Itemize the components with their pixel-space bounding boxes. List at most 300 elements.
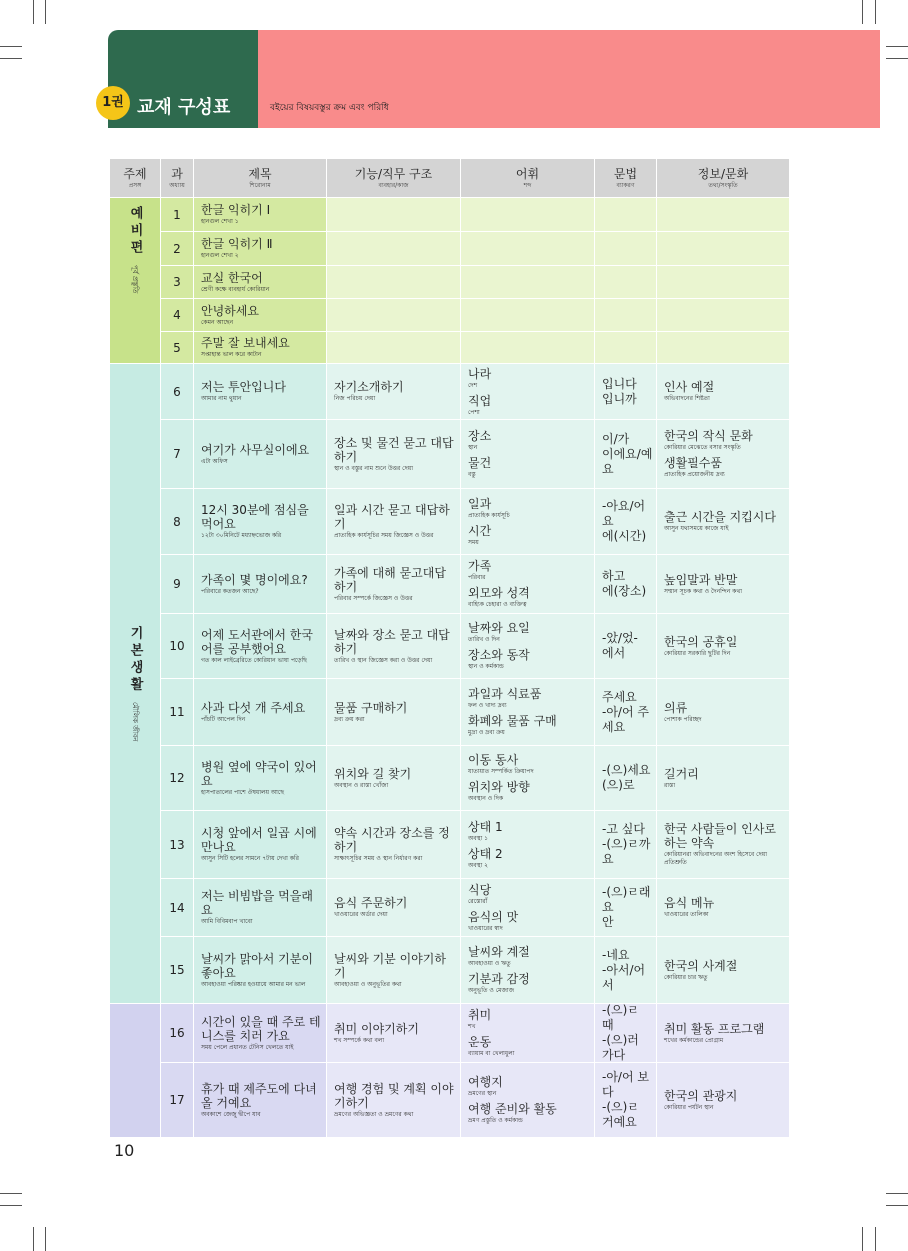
function-task-bengali: শখ সম্পর্কে কথা বলা	[334, 1036, 385, 1044]
function-task	[327, 1063, 461, 1138]
grammar	[595, 198, 657, 232]
vocabulary	[461, 489, 595, 555]
lesson-row	[161, 1004, 790, 1063]
table-body	[110, 198, 790, 1138]
function-task-bengali: ভ্রমণের অভিজ্ঞতা ও ভ্রমণের কথা	[334, 1110, 414, 1118]
section-rows	[161, 364, 790, 1004]
culture-info-bengali: শখের কর্মকান্ডের প্রোগ্রাম	[664, 1036, 724, 1044]
culture-info-korean: 인사 예절	[664, 380, 715, 394]
function-task-bengali: দ্রব্য ক্রয় করা	[334, 715, 365, 723]
lesson-number: 13	[161, 811, 194, 879]
vocabulary-bengali: বস্তু	[468, 471, 476, 478]
vocabulary-korean: 시간	[468, 523, 492, 538]
grammar-text: 에서	[602, 646, 626, 660]
grammar-text: -(으)ㄹ 때	[602, 1004, 639, 1032]
section-label-korean: 기본생활	[127, 625, 143, 694]
lesson-row	[161, 1063, 790, 1138]
lesson-title-bengali: এটা অফিস	[201, 457, 228, 465]
vocabulary-bengali: ভ্রমণ প্রস্তুতি ও কর্মকান্ড	[468, 1117, 523, 1124]
vocabulary-bengali: শখ	[468, 1023, 476, 1030]
lesson-row	[161, 489, 790, 555]
vocabulary-korean: 식당	[468, 882, 492, 897]
culture-info-korean: 생활필수품	[664, 456, 722, 470]
volume-badge: 1권	[96, 86, 130, 120]
page-subtitle-bengali: বইয়ের বিষয়বস্তুর ক্রম এবং পরিধি	[270, 103, 389, 113]
function-task	[327, 198, 461, 232]
vocabulary-bengali: দেশ	[468, 381, 478, 389]
header-lesson	[161, 159, 194, 198]
header-function	[327, 159, 461, 198]
culture-info	[657, 332, 790, 364]
function-task	[327, 1004, 461, 1063]
header-bengali: প্রসঙ্গ	[128, 181, 142, 189]
vocabulary-korean: 기분과 감정	[468, 972, 530, 986]
lesson-title-bengali: আবহাওয়া পরিষ্কার হওয়ায়ে আমার মন ভাল	[201, 980, 306, 988]
lesson-number: 14	[161, 879, 194, 937]
lesson-title-korean: 병원 옆에 약국이 있어요	[201, 759, 317, 788]
grammar-text: -(으)ㄹ래요	[602, 885, 651, 914]
grammar	[595, 811, 657, 879]
culture-info-korean: 한국의 작식 문화	[664, 429, 753, 443]
section-rows	[161, 1004, 790, 1138]
culture-info-bengali: কোরিয়ার চার ঋতু	[664, 973, 708, 981]
lesson-title-korean: 휴가 때 제주도에 다녀올 거예요	[201, 1081, 317, 1110]
culture-info	[657, 364, 790, 420]
culture-info-bengali: কোরিয়ার মেঝেতে বসার সংস্কৃতি	[664, 444, 741, 451]
grammar	[595, 1063, 657, 1138]
culture-info-bengali: অভিবাদনের শিষ্টতা	[664, 395, 710, 402]
culture-info-korean: 한국의 사계절	[664, 958, 738, 973]
crop-mark	[886, 46, 908, 47]
lesson-title-korean: 어제 도서관에서 한국어를 공부했어요	[201, 627, 313, 656]
vocabulary-korean: 위치와 방향	[468, 780, 530, 794]
culture-info-bengali: রাস্তা	[664, 781, 676, 789]
vocabulary	[461, 614, 595, 679]
lesson-row	[161, 364, 790, 420]
culture-info-bengali: কোরিয়ার পর্যটন স্থান	[664, 1103, 714, 1111]
function-task-bengali: তারিখ ও স্থান জিজ্ঞেস করা ও উত্তর দেয়া	[334, 656, 433, 664]
vocabulary-bengali: যাতায়াত সম্পর্কিত ক্রিয়াপদ	[468, 768, 534, 775]
header-korean: 문법	[613, 166, 638, 181]
lesson-title-korean: 시청 앞에서 일곱 시에 만나요	[201, 826, 317, 854]
lesson-title-korean: 사과 다섯 개 주세요	[201, 700, 306, 715]
crop-mark	[886, 58, 908, 59]
header-bengali: তথ্য/সংস্কৃতি	[708, 181, 738, 189]
culture-info-korean: 길거리	[664, 766, 699, 781]
lesson-title-bengali: কেমন আছেন	[201, 318, 234, 326]
lesson-number: 6	[161, 364, 194, 420]
vocabulary	[461, 937, 595, 1004]
lesson-title-bengali: পাঁচটি আপেল দিন	[201, 715, 246, 723]
vocabulary-korean: 운동	[468, 1035, 492, 1049]
vocabulary-bengali: অনুভূতি ও মেজাজ	[468, 987, 514, 994]
header-korean: 제목	[248, 166, 272, 181]
lesson-number: 7	[161, 420, 194, 489]
culture-info-bengali: পোশাক পরিচ্ছদ	[664, 715, 702, 723]
vocabulary	[461, 266, 595, 299]
vocabulary-korean: 나라	[468, 366, 492, 381]
function-task-korean: 날씨와 기분 이야기하기	[334, 951, 446, 980]
lesson-title-bengali: হানগুল শেখা ২	[201, 252, 239, 259]
vocabulary	[461, 420, 595, 489]
culture-info-bengali: কোরিয়ার সরকারি ছুটির দিন	[664, 649, 731, 657]
function-task-bengali: নিজ পরিচয় দেয়া	[334, 395, 376, 402]
crop-mark	[886, 1193, 908, 1194]
vocabulary-bengali: ব্যায়াম বা খেলাধুলা	[468, 1050, 515, 1057]
function-task-bengali: অবস্থান ও রাস্তা খোঁজা	[334, 781, 389, 789]
section-label-bengali: পূর্ব প্রস্তুতি	[131, 265, 139, 294]
lesson-title-bengali: ১২টা ৩০মিনিটে মধ্যাহ্নভোজ করি	[201, 532, 282, 539]
grammar-text: -고 싶다	[602, 822, 645, 836]
function-task-korean: 음식 주문하기	[334, 896, 408, 910]
lesson-title	[194, 364, 327, 420]
lesson-row	[161, 332, 790, 364]
culture-info	[657, 198, 790, 232]
grammar	[595, 266, 657, 299]
vocabulary-korean: 음식의 맛	[468, 909, 519, 924]
vocabulary-korean: 장소	[468, 429, 492, 443]
lesson-number: 3	[161, 266, 194, 299]
lesson-title	[194, 266, 327, 299]
lesson-title-bengali: সময় পেলে প্রধানত টেনিস খেলতে যাই	[201, 1043, 294, 1051]
vocabulary-korean: 가족	[468, 559, 492, 573]
function-task-korean: 장소 및 물건 묻고 대답하기	[334, 435, 454, 464]
vocabulary-bengali: খাওয়ারের স্বাদ	[468, 924, 503, 932]
culture-info	[657, 679, 790, 746]
function-task	[327, 232, 461, 266]
culture-info	[657, 299, 790, 332]
vocabulary-bengali: আবহাওয়া ও ঋতু	[468, 960, 511, 967]
lesson-number: 15	[161, 937, 194, 1004]
grammar-text: -(으)ㄹ까요	[602, 837, 651, 866]
header-culture	[657, 159, 790, 198]
section-label	[110, 198, 161, 364]
culture-info	[657, 614, 790, 679]
table-header-row	[110, 159, 790, 198]
lesson-row	[161, 198, 790, 232]
vocabulary-korean: 날씨와 계절	[468, 945, 530, 959]
function-task	[327, 555, 461, 614]
vocabulary-bengali: রেস্তোরাঁ	[468, 897, 488, 905]
lesson-title	[194, 198, 327, 232]
lesson-title-korean: 날씨가 맑아서 기분이 좋아요	[201, 951, 313, 980]
vocabulary	[461, 364, 595, 420]
vocabulary	[461, 1004, 595, 1063]
culture-info-korean: 한국의 공휴일	[664, 634, 738, 649]
lesson-number: 5	[161, 332, 194, 364]
lesson-title-korean: 한글 익히기 Ⅱ	[201, 237, 273, 251]
grammar	[595, 332, 657, 364]
vocabulary-korean: 상태 2	[468, 846, 503, 861]
header-topic	[110, 159, 161, 198]
grammar-text: 입니다	[602, 376, 637, 391]
culture-info	[657, 937, 790, 1004]
grammar-text: -(으)러 가다	[602, 1033, 639, 1062]
function-task	[327, 266, 461, 299]
culture-info	[657, 232, 790, 266]
function-task-bengali: প্রাত্যহিক কার্যসূচির সময় জিজ্ঞেস ও উত্তর	[334, 532, 434, 539]
grammar	[595, 232, 657, 266]
function-task	[327, 332, 461, 364]
section-2	[110, 364, 790, 1004]
lesson-number: 16	[161, 1004, 194, 1063]
grammar	[595, 937, 657, 1004]
grammar	[595, 746, 657, 811]
vocabulary-bengali: প্রাত্যহিক কার্যসূচি	[468, 511, 510, 519]
lesson-title-korean: 시간이 있을 때 주로 테니스를 치러 가요	[201, 1014, 321, 1043]
lesson-title-bengali: অবকাশে জেজু দ্বীপে যাব	[201, 1110, 261, 1118]
vocabulary-bengali: মুদ্রা ও দ্রব্য ক্রয়	[468, 729, 505, 736]
vocabulary-bengali: অবস্থান ও দিক	[468, 795, 504, 802]
vocabulary-bengali: অবস্থা ২	[468, 861, 489, 869]
section-1	[110, 198, 790, 364]
lesson-number: 1	[161, 198, 194, 232]
lesson-row	[161, 879, 790, 937]
vocabulary	[461, 879, 595, 937]
vocabulary	[461, 232, 595, 266]
grammar	[595, 879, 657, 937]
lesson-title-korean: 12시 30분에 점심을 먹어요	[201, 503, 309, 531]
header-grammar	[595, 159, 657, 198]
lesson-row	[161, 811, 790, 879]
vocabulary-korean: 날짜와 요일	[468, 621, 530, 635]
crop-mark	[862, 0, 863, 24]
grammar-text: -아/어 주세요	[602, 704, 649, 734]
grammar	[595, 1004, 657, 1063]
vocabulary	[461, 299, 595, 332]
header-bengali: শিরোনাম	[249, 181, 271, 189]
vocabulary	[461, 198, 595, 232]
crop-mark	[0, 1193, 22, 1194]
culture-info	[657, 1004, 790, 1063]
grammar	[595, 679, 657, 746]
vocabulary	[461, 811, 595, 879]
function-task-bengali: স্থান ও বস্তুর নাম শুনে উত্তর দেয়া	[334, 464, 414, 472]
grammar-text: -(으)세요	[602, 763, 651, 777]
function-task-korean: 물품 구매하기	[334, 700, 408, 715]
function-task-korean: 일과 시간 묻고 대답하기	[334, 503, 450, 531]
function-task	[327, 811, 461, 879]
function-task-bengali: সাক্ষাৎসূচির সময় ও স্থান নির্ধারণ করা	[334, 855, 423, 862]
grammar-text: 주세요	[602, 689, 637, 704]
header-vocabulary	[461, 159, 595, 198]
page-title: 교재 구성표	[137, 97, 231, 118]
header-bengali: ব্যবহার/কাজ	[378, 181, 409, 189]
lesson-title	[194, 879, 327, 937]
lesson-title-korean: 한글 익히기 Ⅰ	[201, 203, 271, 217]
grammar-text: -아서/어서	[602, 962, 646, 992]
lesson-row	[161, 299, 790, 332]
lesson-number: 17	[161, 1063, 194, 1138]
lesson-title-bengali: আমি বিবিমবাপ খাবো	[201, 918, 253, 925]
grammar-text: -네요	[602, 947, 630, 962]
culture-info-bengali: আসুন যথাসময়ে কাজে যাই	[664, 525, 729, 532]
grammar-text: 이에요/예요	[602, 446, 653, 476]
grammar-text: 안	[602, 915, 614, 929]
culture-info-korean: 한국의 관광지	[664, 1088, 738, 1103]
function-task-korean: 날짜와 장소 묻고 대답하기	[334, 627, 450, 656]
header-bengali: অধ্যায়	[169, 181, 185, 189]
lesson-title-bengali: পরিবারে কতজন আছে?	[201, 587, 259, 595]
header-korean: 정보/문화	[697, 166, 749, 181]
culture-info	[657, 879, 790, 937]
section-label-bengali: মৌলিক জীবন	[131, 701, 139, 742]
lesson-title-korean: 안녕하세요	[201, 303, 259, 318]
lesson-title	[194, 1063, 327, 1138]
culture-info-korean: 한국 사람들이 인사로 하는 약속	[664, 822, 776, 850]
lesson-title	[194, 1004, 327, 1063]
grammar	[595, 614, 657, 679]
grammar	[595, 364, 657, 420]
crop-mark	[0, 58, 22, 59]
vocabulary-bengali: বাহ্যিক চেহারা ও ব্যক্তিত্ব	[468, 601, 527, 608]
header-korean: 과	[171, 166, 183, 181]
function-task	[327, 679, 461, 746]
lesson-title-korean: 주말 잘 보내세요	[201, 336, 290, 350]
contents-table	[110, 159, 790, 1138]
vocabulary-korean: 장소와 동작	[468, 648, 530, 662]
vocabulary-korean: 직업	[468, 393, 492, 408]
function-task	[327, 299, 461, 332]
culture-info-korean: 높임말과 반말	[664, 572, 738, 587]
lesson-title-bengali: শ্রেণী কক্ষে ব্যবহার্য কোরিয়ান	[201, 285, 270, 293]
lesson-title	[194, 299, 327, 332]
vocabulary-korean: 여행지	[468, 1075, 503, 1089]
vocabulary-korean: 일과	[468, 496, 492, 511]
lesson-title-korean: 가족이 몇 명이에요?	[201, 572, 308, 587]
vocabulary-bengali: অবস্থা ১	[468, 834, 489, 842]
lesson-title-bengali: আসুন সিটি হলের সামনে ৭টায় দেখা করি	[201, 855, 299, 862]
lesson-title-korean: 저는 투안입니다	[201, 380, 286, 394]
lesson-title-bengali: সপ্তাহান্ত ভাল করে কাটান	[201, 351, 262, 358]
grammar-text: 입니까	[602, 391, 637, 406]
crop-mark	[875, 1227, 876, 1251]
crop-mark	[45, 0, 46, 24]
lesson-title	[194, 746, 327, 811]
vocabulary-bengali: সময়	[468, 538, 479, 546]
lesson-title	[194, 614, 327, 679]
culture-info	[657, 1063, 790, 1138]
header-bengali: ব্যাকরণ	[616, 181, 635, 189]
header-korean: 어휘	[515, 166, 540, 181]
function-task-bengali: খাওয়ারের অর্ডার দেয়া	[334, 911, 388, 918]
lesson-row	[161, 614, 790, 679]
lesson-title-bengali: হানগুল শেখা ১	[201, 218, 239, 225]
vocabulary-bengali: স্থান ও কর্মকান্ড	[468, 663, 504, 670]
grammar-text: 에(시간)	[602, 529, 647, 543]
culture-info-korean: 출근 시간을 지킵시다	[664, 510, 776, 524]
lesson-row	[161, 679, 790, 746]
culture-info	[657, 266, 790, 299]
culture-info-bengali: সম্মান সূচক কথা ও দৈনন্দিন কথা	[664, 587, 743, 595]
culture-info-bengali: প্রাত্যহিক প্রয়োজনীয় দ্রব্য	[664, 471, 725, 478]
vocabulary	[461, 1063, 595, 1138]
function-task-korean: 취미 이야기하기	[334, 1021, 419, 1036]
vocabulary-korean: 취미	[468, 1008, 492, 1022]
function-task-korean: 약속 시간과 장소를 정하기	[334, 826, 450, 854]
function-task	[327, 614, 461, 679]
vocabulary-korean: 화폐와 물품 구매	[468, 714, 557, 728]
section-label	[110, 364, 161, 1004]
header-title	[194, 159, 327, 198]
lesson-title-bengali: আমার নাম থুয়ান	[201, 395, 242, 402]
page-number: 10	[114, 1141, 135, 1160]
lesson-title-bengali: হাসপাতালের পাশে ঔষধালয় আছে	[201, 788, 284, 796]
grammar-text: 이/가	[602, 431, 630, 446]
crop-mark	[33, 1227, 34, 1251]
section-rows	[161, 198, 790, 364]
vocabulary	[461, 332, 595, 364]
lesson-title-korean: 저는 비빔밥을 먹을래요	[201, 889, 313, 917]
lesson-title	[194, 420, 327, 489]
lesson-number: 10	[161, 614, 194, 679]
crop-mark	[875, 0, 876, 24]
lesson-title	[194, 232, 327, 266]
section-label-korean: 예비편	[127, 206, 143, 257]
lesson-title	[194, 937, 327, 1004]
vocabulary-korean: 이동 동사	[468, 753, 519, 767]
vocabulary-korean: 물건	[468, 456, 492, 470]
culture-info	[657, 489, 790, 555]
lesson-row	[161, 555, 790, 614]
vocabulary	[461, 679, 595, 746]
vocabulary-bengali: পেশা	[468, 408, 480, 416]
lesson-row	[161, 746, 790, 811]
crop-mark	[33, 0, 34, 24]
lesson-row	[161, 266, 790, 299]
lesson-number: 8	[161, 489, 194, 555]
lesson-row	[161, 420, 790, 489]
lesson-title-korean: 교실 한국어	[201, 270, 263, 285]
vocabulary-bengali: ফল ও খাদ্য দ্রব্য	[468, 702, 507, 709]
culture-info-bengali: কোরিয়ানরা অভিবাদনের অংশ হিসেবে দেয়া প্রতিশ্রুতি	[664, 851, 768, 866]
culture-info	[657, 746, 790, 811]
grammar-text: -(으)ㄹ 거예요	[602, 1100, 639, 1129]
culture-info-korean: 취미 활동 프로그램	[664, 1021, 765, 1036]
lesson-number: 9	[161, 555, 194, 614]
crop-mark	[886, 1205, 908, 1206]
function-task	[327, 746, 461, 811]
lesson-title	[194, 555, 327, 614]
crop-mark	[45, 1227, 46, 1251]
lesson-title	[194, 489, 327, 555]
function-task	[327, 364, 461, 420]
lesson-row	[161, 937, 790, 1004]
section-3	[110, 1004, 790, 1138]
function-task-bengali: আবহাওয়া ও অনুভূতির কথা	[334, 980, 402, 988]
lesson-row	[161, 232, 790, 266]
crop-mark	[0, 1205, 22, 1206]
lesson-title	[194, 811, 327, 879]
grammar-text: -아요/어요	[602, 499, 646, 528]
header-korean: 주제	[123, 166, 147, 181]
grammar	[595, 420, 657, 489]
vocabulary-korean: 과일과 식료품	[468, 687, 542, 701]
vocabulary-korean: 여행 준비와 활동	[468, 1102, 557, 1116]
crop-mark	[0, 46, 22, 47]
grammar	[595, 299, 657, 332]
section-label	[110, 1004, 161, 1138]
grammar-text: (으)로	[602, 778, 635, 792]
vocabulary-bengali: ভ্রমণের স্থান	[468, 1090, 497, 1097]
lesson-title	[194, 332, 327, 364]
lesson-title	[194, 679, 327, 746]
lesson-number: 4	[161, 299, 194, 332]
vocabulary-bengali: পরিবার	[468, 574, 486, 581]
header-bengali: শব্দ	[523, 181, 532, 189]
vocabulary-bengali: স্থান	[468, 444, 478, 451]
lesson-title-bengali: গত কাল লাইব্রেরিতে কোরিয়ান ভাষা পড়েছি	[201, 656, 307, 664]
